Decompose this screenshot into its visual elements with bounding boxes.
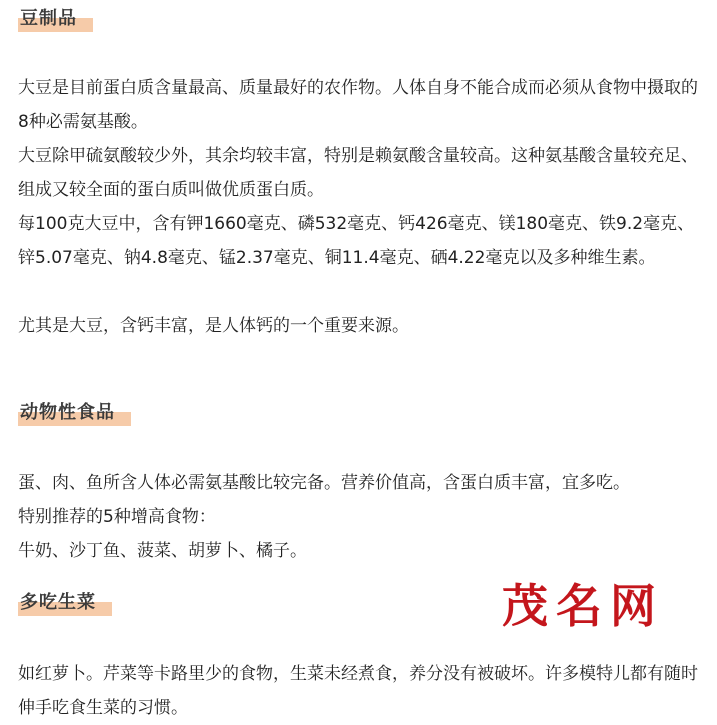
- section-title: 豆制品: [20, 8, 77, 29]
- paragraph: 每100克大豆中，含有钾1660毫克、磷532毫克、钙426毫克、镁180毫克、铁9.2毫克、锌5.07毫克、钠4.8毫克、锰2.37毫克、铜11.4毫克、硒4.22毫克以及多种维生素。: [18, 214, 695, 268]
- paragraph: 如红萝卜。芹菜等卡路里少的食物，生菜未经煮食，养分没有被破坏。许多模特儿都有随时伸手吃食生菜的习惯。: [18, 664, 698, 718]
- paragraph: 大豆是目前蛋白质含量最高、质量最好的农作物。人体自身不能合成而必须从食物中摄取的8种必需氨基酸。: [18, 78, 698, 132]
- paragraph: 牛奶、沙丁鱼、菠菜、胡萝卜、橘子。: [18, 541, 307, 561]
- section-heading-raw-vegetables: [18, 590, 98, 616]
- section-heading-soy: [18, 6, 79, 32]
- section-title: 动物性食品: [20, 402, 115, 423]
- paragraph: 尤其是大豆，含钙丰富，是人体钙的一个重要来源。: [18, 316, 409, 336]
- paragraph: 特别推荐的5种增高食物：: [18, 507, 216, 527]
- section-title: 多吃生菜: [20, 592, 96, 613]
- paragraph: 大豆除甲硫氨酸较少外，其余均较丰富，特别是赖氨酸含量较高。这种氨基酸含量较充足、组成又较全面的蛋白质叫做优质蛋白质。: [18, 146, 698, 200]
- site-watermark: 茂名网: [502, 579, 664, 633]
- paragraph: 蛋、肉、鱼所含人体必需氨基酸比较完备。营养价值高，含蛋白质丰富，宜多吃。: [18, 473, 630, 493]
- section-heading-animal-food: [18, 400, 117, 426]
